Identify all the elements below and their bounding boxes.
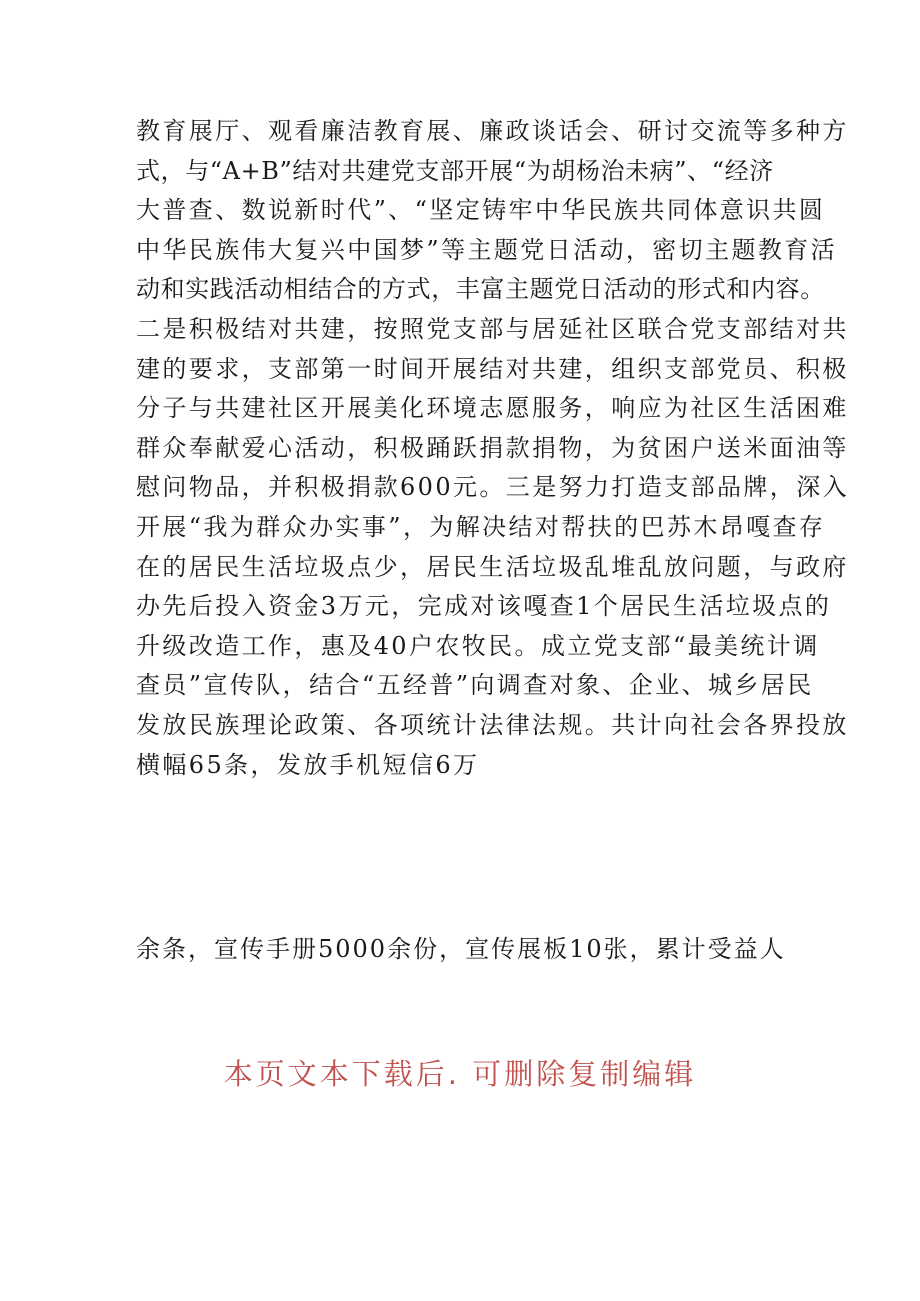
text-line-16: 发放民族理论政策、各项统计法律法规。共计向社会各界投放	[136, 710, 849, 739]
text-line-6: 二是积极结对共建，按照党支部与居延社区联合党支部结对共	[136, 314, 849, 343]
text-line-7: 建的要求，支部第一时间开展结对共建，组织支部党员、积极	[136, 354, 849, 383]
text-line-4: 中华民族伟大复兴中国梦”等主题党日活动，密切主题教育活	[136, 235, 838, 264]
text-line-15: 查员”宣传队，结合“五经普”向调查对象、企业、城乡居民	[136, 671, 814, 700]
text-line-2: 式，与“A+B”结对共建党支部开展“为胡杨治未病”、“经济	[136, 156, 774, 185]
text-line-3: 大普查、数说新时代”、“坚定铸牢中华民族共同体意识共圆	[136, 196, 826, 225]
text-line-11: 开展“我为群众办实事”，为解决结对帮扶的巴苏木昂嘎查存	[136, 512, 826, 541]
text-line-8: 分子与共建社区开展美化环境志愿服务，响应为社区生活困难	[136, 394, 849, 423]
body-paragraph	[136, 112, 850, 785]
text-line-10: 慰问物品，并积极捐款600元。三是努力打造支部品牌，深入	[136, 473, 850, 502]
text-line-9: 群众奉献爱心活动，积极踊跃捐款捐物，为贫困户送米面油等	[136, 433, 849, 462]
text-line-13: 办先后投入资金3万元，完成对该嘎查1个居民生活垃圾点的	[136, 592, 832, 621]
text-line-17: 横幅65条，发放手机短信6万	[136, 750, 480, 779]
text-line-1: 教育展厅、观看廉洁教育展、廉政谈话会、研讨交流等多种方	[136, 117, 849, 145]
text-line-12: 在的居民生活垃圾点少，居民生活垃圾乱堆乱放问题，与政府	[136, 552, 849, 581]
text-line-18: 余条，宣传手册5000余份，宣传展板10张，累计受益人	[136, 935, 786, 963]
text-line-14: 升级改造工作，惠及40户农牧民。成立党支部“最美统计调	[136, 631, 820, 660]
edit-notice: 本页文本下载后. 可删除复制编辑	[223, 1057, 697, 1091]
text-line-5: 动和实践活动相结合的方式，丰富主题党日活动的形式和内容。	[136, 275, 825, 304]
